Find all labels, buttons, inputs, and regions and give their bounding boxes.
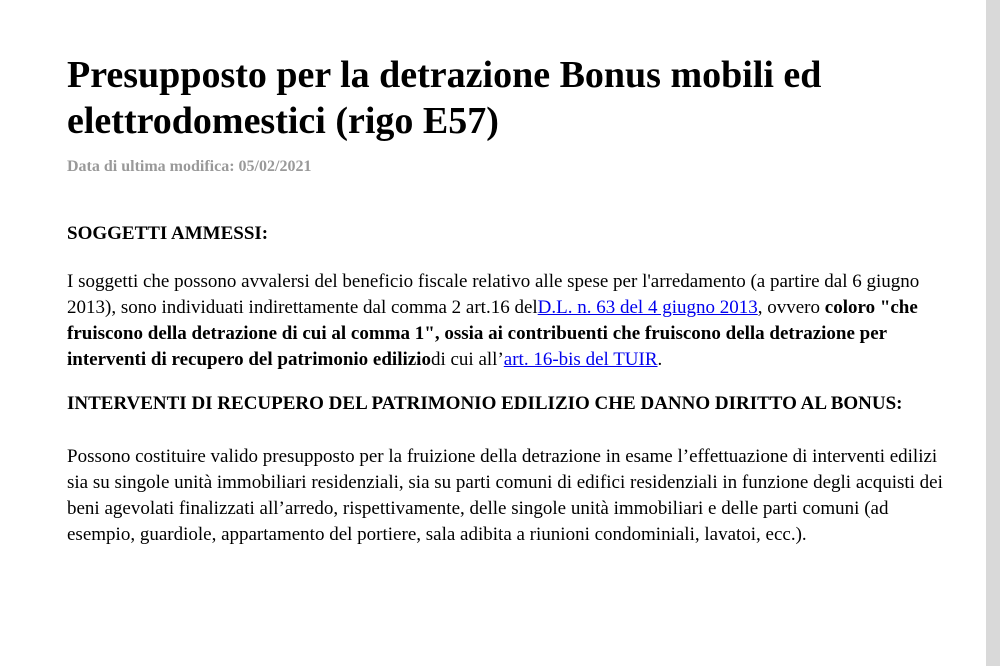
paragraph-text: , ovvero bbox=[757, 297, 825, 318]
link-dl-63-2013[interactable]: D.L. n. 63 del 4 giugno 2013 bbox=[537, 297, 758, 318]
section-heading-soggetti: SOGGETTI AMMESSI: bbox=[67, 223, 269, 244]
document-page bbox=[67, 52, 947, 548]
page-title: Presupposto per la detrazione Bonus mobili ed elettrodomestici (rigo E57) bbox=[67, 54, 822, 142]
paragraph-text: . bbox=[657, 349, 663, 370]
link-art-16-bis-tuir[interactable]: art. 16-bis del TUIR bbox=[503, 349, 658, 370]
paragraph-soggetti bbox=[67, 269, 947, 373]
paragraph-bold-text: coloro "che fruiscono della detrazione di cui al comma 1", ossia ai contribuenti che fruiscono della detrazione per interventi di recupero del patrimonio edilizio bbox=[67, 297, 918, 370]
paragraph-text: I soggetti che possono avvalersi del beneficio fiscale relativo alle spese per l'arredamento (a partire dal 6 giugno 2013), sono individuati indirettamente dal comma 2 art.16 del bbox=[67, 271, 920, 318]
paragraph-interventi: Possono costituire valido presupposto per la fruizione della detrazione in esame l’effettuazione di interventi edilizi sia su singole unità immobiliari residenziali, sia su parti comuni di edifici residenziali in funzione degli acquisti dei beni agevolati finalizzati all’arredo, rispettivamente, delle singole unità immobiliari e delle parti comuni (ad esempio, guardiole, appartamento del portiere, sala adibita a riunioni condominiali, lavatoi, ecc.). bbox=[67, 446, 943, 545]
last-modified-date: Data di ultima modifica: 05/02/2021 bbox=[67, 158, 312, 175]
scrollbar[interactable] bbox=[986, 0, 1000, 666]
section-heading-interventi: INTERVENTI DI RECUPERO DEL PATRIMONIO EDILIZIO CHE DANNO DIRITTO AL BONUS: bbox=[67, 393, 903, 414]
paragraph-text: di cui all’ bbox=[430, 349, 504, 370]
